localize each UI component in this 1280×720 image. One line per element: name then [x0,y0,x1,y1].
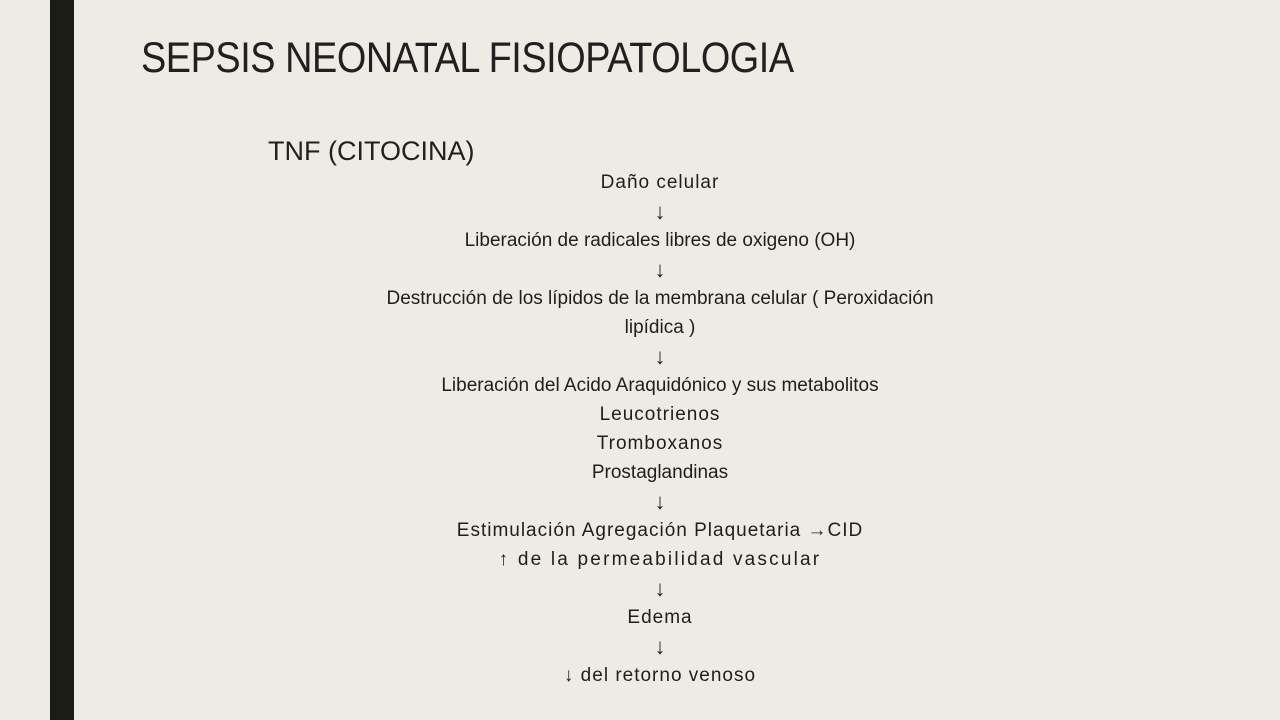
left-accent-bar [50,0,74,720]
flow-step-dano-celular: Daño celular [600,172,720,193]
down-arrow-icon: ↓ [654,634,666,659]
down-arrow-icon: ↓ [654,257,666,282]
flow-step-permeabilidad: ↑ de la permeabilidad vascular [498,549,822,570]
flow-step-estimulacion: Estimulación Agregación Plaquetaria →CID [456,520,864,541]
metabolite-leucotrienos: Leucotrienos [599,404,721,425]
flow-step-retorno-venoso: ↓ del retorno venoso [563,665,757,686]
metabolite-tromboxanos: Tromboxanos [596,433,724,454]
flow-step-liberacion-radicales: Liberación de radicales libres de oxigeno (OH) [464,230,856,251]
flow-step-edema: Edema [627,607,693,628]
flow-step-destruccion-lipidos: Destrucción de los lípidos de la membrana celular ( Peroxidación [386,288,934,309]
subtitle: TNF (CITOCINA) [268,136,475,166]
down-arrow-icon: ↓ [654,576,666,601]
flow-step-destruccion-lipidos-cont: lipídica ) [624,317,696,338]
down-arrow-icon: ↓ [654,489,666,514]
flow-step-liberacion-acido: Liberación del Acido Araquidónico y sus metabolitos [441,375,879,396]
slide-title: SEPSIS NEONATAL FISIOPATOLOGIA [141,34,794,82]
down-arrow-icon: ↓ [654,199,666,224]
metabolite-prostaglandinas: Prostaglandinas [591,462,729,483]
down-arrow-icon: ↓ [654,344,666,369]
